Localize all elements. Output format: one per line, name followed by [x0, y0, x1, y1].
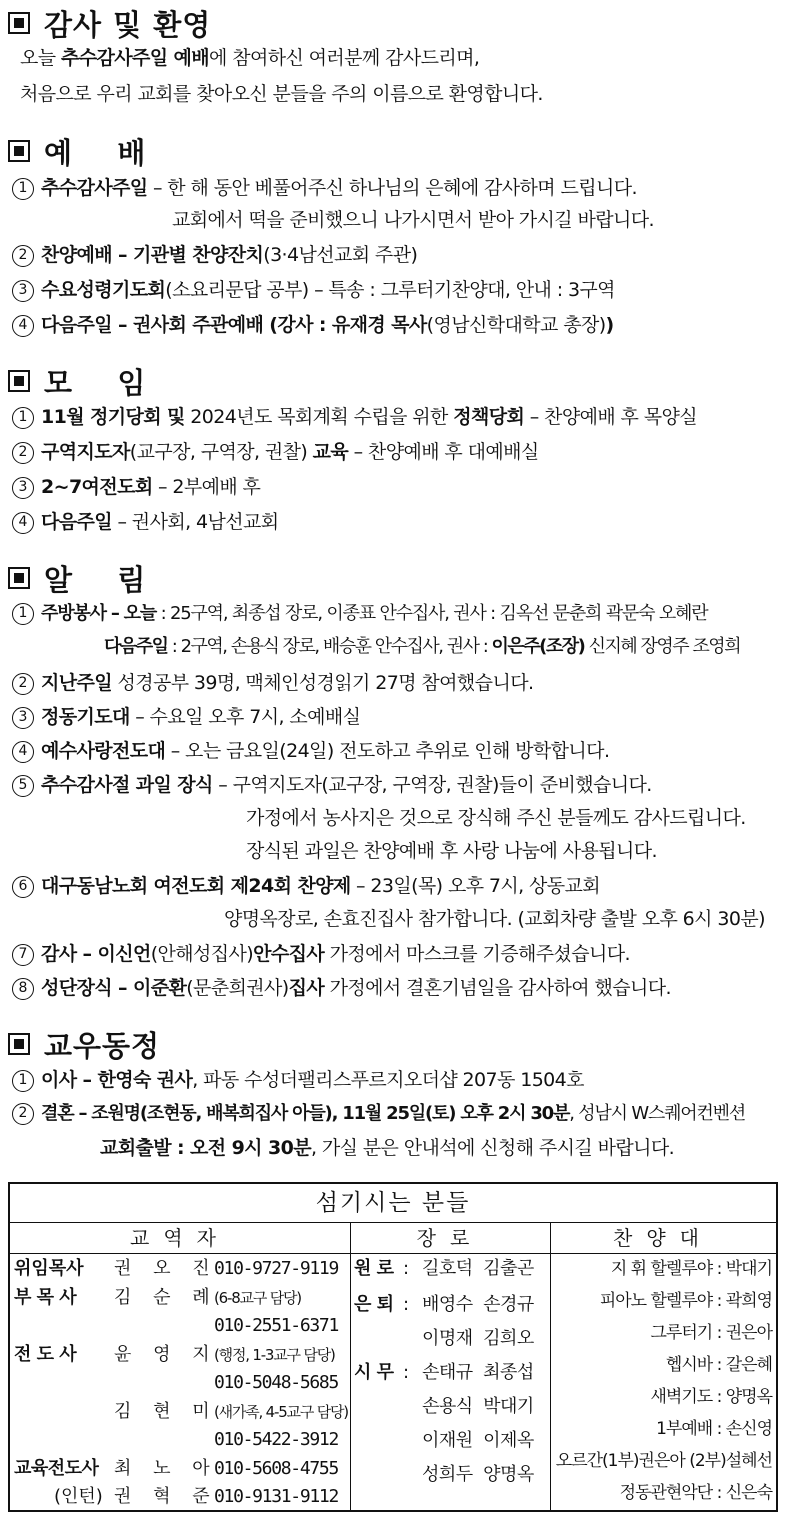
meeting-item-2: 2 구역지도자(교구장, 구역장, 권찰) 교육 – 찬양예배 후 대예배실	[12, 438, 539, 466]
elder-category: 원 로	[354, 1258, 394, 1279]
elder-names: 길호덕 김출곤	[422, 1258, 534, 1279]
section-thanks-header	[8, 6, 211, 40]
elder-names: 손태규 최종섭	[422, 1362, 534, 1383]
section-title: 모 임	[44, 365, 147, 400]
square-bullet-icon	[8, 370, 30, 392]
elder-names: 손용식 박대기	[422, 1396, 534, 1417]
notice-item-1: 1 주방봉사 – 오늘 : 25구역, 최종섭 장로, 이종표 안수집사, 권사 : 김옥선 문춘희 곽문숙 오혜란	[12, 600, 707, 628]
notice-item-7: 7 감사 – 이신언(안해성집사)안수집사 가정에서 마스크를 기증해주셨습니다.	[12, 940, 630, 968]
square-bullet-icon	[8, 12, 30, 34]
meeting-item-3: 3 2~7여전도회 – 2부예배 후	[12, 473, 260, 501]
clergy-name: 윤 영 지	[114, 1343, 218, 1365]
members-item-1: 1 이사 – 한영숙 권사, 파동 수성더팰리스푸르지오더샵 207동 1504호	[12, 1066, 584, 1094]
colon-separator: :	[403, 1362, 409, 1383]
clergy-role: 부 목 사	[14, 1286, 77, 1308]
staff-table	[8, 1182, 778, 1512]
section-title: 교우동정	[44, 1028, 161, 1063]
elder-names: 성희두 양명옥	[422, 1464, 534, 1485]
col-header-clergy: 교역자	[10, 1223, 350, 1254]
clergy-name: 권 혁 준	[114, 1486, 218, 1507]
clergy-phone: 010-5422-3912	[214, 1429, 338, 1450]
clergy-role: 전 도 사	[14, 1343, 77, 1365]
section-title: 감사 및 환영	[44, 7, 212, 42]
members-item-2-cont: 교회출발 : 오전 9시 30분, 가실 분은 안내석에 신청해 주시길 바랍니다.	[100, 1137, 675, 1159]
notice-item-5-cont-1: 가정에서 농사지은 것으로 장식해 주신 분들께도 감사드립니다.	[246, 807, 746, 829]
circled-number: 7	[12, 944, 34, 966]
notice-item-5: 5 추수감사절 과일 장식 – 구역지도자(교구장, 구역장, 권찰)들이 준비했습니다.	[12, 771, 652, 799]
table-title: 섬기시는 분들	[10, 1184, 776, 1223]
section-notice-header	[8, 561, 146, 595]
elder-category: 은 퇴	[354, 1294, 394, 1315]
clergy-name: 김 현 미	[114, 1400, 218, 1422]
col-header-choir: 찬양대	[550, 1223, 776, 1254]
section-title: 알 림	[44, 562, 147, 597]
circled-number: 4	[12, 741, 34, 763]
circled-number: 3	[12, 707, 34, 729]
clergy-phone: 010-9727-9119	[214, 1258, 338, 1279]
circled-number: 4	[12, 512, 34, 534]
members-item-2: 2 결혼 – 조원명(조현동, 배복희집사 아들), 11월 25일(토) 오후 2시 30분, 성남시 W스퀘어컨벤션	[12, 1100, 745, 1128]
section-meeting-header	[8, 364, 146, 398]
circled-number: 1	[12, 1070, 34, 1092]
column-divider	[350, 1223, 351, 1512]
notice-item-8: 8 성단장식 – 이준환(문춘희권사)집사 가정에서 결혼기념일을 감사하여 했습니다.	[12, 974, 671, 1002]
column-divider	[550, 1223, 551, 1512]
choir-entry: 그루터기 : 권은아	[650, 1323, 772, 1343]
clergy-phone: (행정, 1-3교구 담당)	[214, 1345, 335, 1364]
clergy-role: (인턴)	[54, 1486, 103, 1507]
circled-number: 3	[12, 477, 34, 499]
clergy-name: 김 순 례	[114, 1286, 218, 1308]
clergy-role: 교육전도사	[14, 1457, 99, 1479]
choir-entry: 새벽기도 : 양명옥	[650, 1387, 772, 1407]
clergy-phone: (새가족, 4-5교구 담당)	[214, 1402, 348, 1421]
section-title: 예 배	[44, 135, 147, 170]
notice-item-2: 2 지난주일 성경공부 39명, 맥체인성경읽기 27명 참여했습니다.	[12, 669, 533, 697]
choir-entry: 헵시바 : 갈은혜	[665, 1355, 772, 1375]
elder-names: 배영수 손경규	[422, 1294, 534, 1315]
clergy-phone: 010-9131-9112	[214, 1486, 338, 1507]
choir-entry: 오르간(1부)권은아 (2부)설혜선	[555, 1451, 772, 1471]
worship-item-1: 1 추수감사주일 – 한 해 동안 베풀어주신 하나님의 은혜에 감사하며 드립니다.	[12, 174, 637, 202]
circled-number: 1	[12, 178, 34, 200]
square-bullet-icon	[8, 140, 30, 162]
circled-number: 2	[12, 442, 34, 464]
clergy-phone: 010-5608-4755	[214, 1457, 338, 1479]
section-worship-header	[8, 134, 146, 168]
worship-item-3: 3 수요성령기도회(소요리문답 공부) – 특송 : 그루터기찬양대, 안내 : 3구역	[12, 276, 615, 304]
square-bullet-icon	[8, 1033, 30, 1055]
worship-item-2: 2 찬양예배 – 기관별 찬양잔치(3·4남선교회 주관)	[12, 241, 417, 269]
circled-number: 2	[12, 245, 34, 267]
clergy-name: 최 노 아	[114, 1457, 218, 1479]
notice-item-3: 3 정동기도대 – 수요일 오후 7시, 소예배실	[12, 703, 360, 731]
circled-number: 2	[12, 673, 34, 695]
notice-item-4: 4 예수사랑전도대 – 오는 금요일(24일) 전도하고 추위로 인해 방학합니다.	[12, 737, 609, 765]
choir-entry: 지 휘 할렐루야 : 박대기	[610, 1259, 772, 1279]
circled-number: 4	[12, 315, 34, 337]
worship-item-4: 4 다음주일 – 권사회 주관예배 (강사 : 유재경 목사(영남신학대학교 총장))	[12, 311, 614, 339]
choir-entry: 1부예배 : 손신영	[656, 1419, 772, 1439]
notice-item-1-cont: 다음주일 : 2구역, 손용식 장로, 배승훈 안수집사, 권사 : 이은주(조장) 신지혜 장영주 조영희	[104, 636, 741, 657]
circled-number: 1	[12, 603, 34, 625]
circled-number: 5	[12, 775, 34, 797]
clergy-role: 위임목사	[14, 1258, 84, 1279]
elder-names: 이명재 김희오	[422, 1328, 534, 1349]
clergy-phone: 010-5048-5685	[214, 1372, 338, 1393]
worship-item-1-cont: 교회에서 떡을 준비했으니 나가시면서 받아 가시길 바랍니다.	[172, 209, 654, 231]
col-header-elders: 장로	[350, 1223, 550, 1254]
clergy-phone: (6-8교구 담당)	[214, 1288, 301, 1307]
colon-separator: :	[403, 1258, 409, 1279]
circled-number: 3	[12, 280, 34, 302]
choir-entry: 피아노 할렐루야 : 곽희영	[599, 1291, 772, 1311]
thanks-line-2: 처음으로 우리 교회를 찾아오신 분들을 주의 이름으로 환영합니다.	[20, 83, 543, 105]
notice-item-6-cont: 양명옥장로, 손효진집사 참가합니다. (교회차량 출발 오후 6시 30분)	[224, 908, 765, 930]
notice-item-6: 6 대구동남노회 여전도회 제24회 찬양제 – 23일(목) 오후 7시, 상동교회	[12, 872, 600, 900]
circled-number: 8	[12, 978, 34, 1000]
elder-category: 시 무	[354, 1362, 394, 1383]
section-members-header	[8, 1027, 160, 1061]
circled-number: 6	[12, 876, 34, 898]
circled-number: 1	[12, 407, 34, 429]
notice-item-5-cont-2: 장식된 과일은 찬양예배 후 사랑 나눔에 사용됩니다.	[246, 840, 657, 862]
clergy-name: 권 오 진	[114, 1258, 218, 1279]
clergy-phone: 010-2551-6371	[214, 1315, 338, 1336]
meeting-item-4: 4 다음주일 – 권사회, 4남선교회	[12, 508, 278, 536]
circled-number: 2	[12, 1103, 34, 1125]
choir-entry: 정동관현악단 : 신은숙	[619, 1483, 772, 1503]
square-bullet-icon	[8, 567, 30, 589]
elder-names: 이재원 이제옥	[422, 1430, 534, 1451]
thanks-line-1: 오늘 추수감사주일 예배에 참여하신 여러분께 감사드리며,	[20, 47, 480, 69]
colon-separator: :	[403, 1294, 409, 1315]
meeting-item-1: 1 11월 정기당회 및 2024년도 목회계획 수립을 위한 정책당회 – 찬양예배 후 목양실	[12, 403, 697, 431]
